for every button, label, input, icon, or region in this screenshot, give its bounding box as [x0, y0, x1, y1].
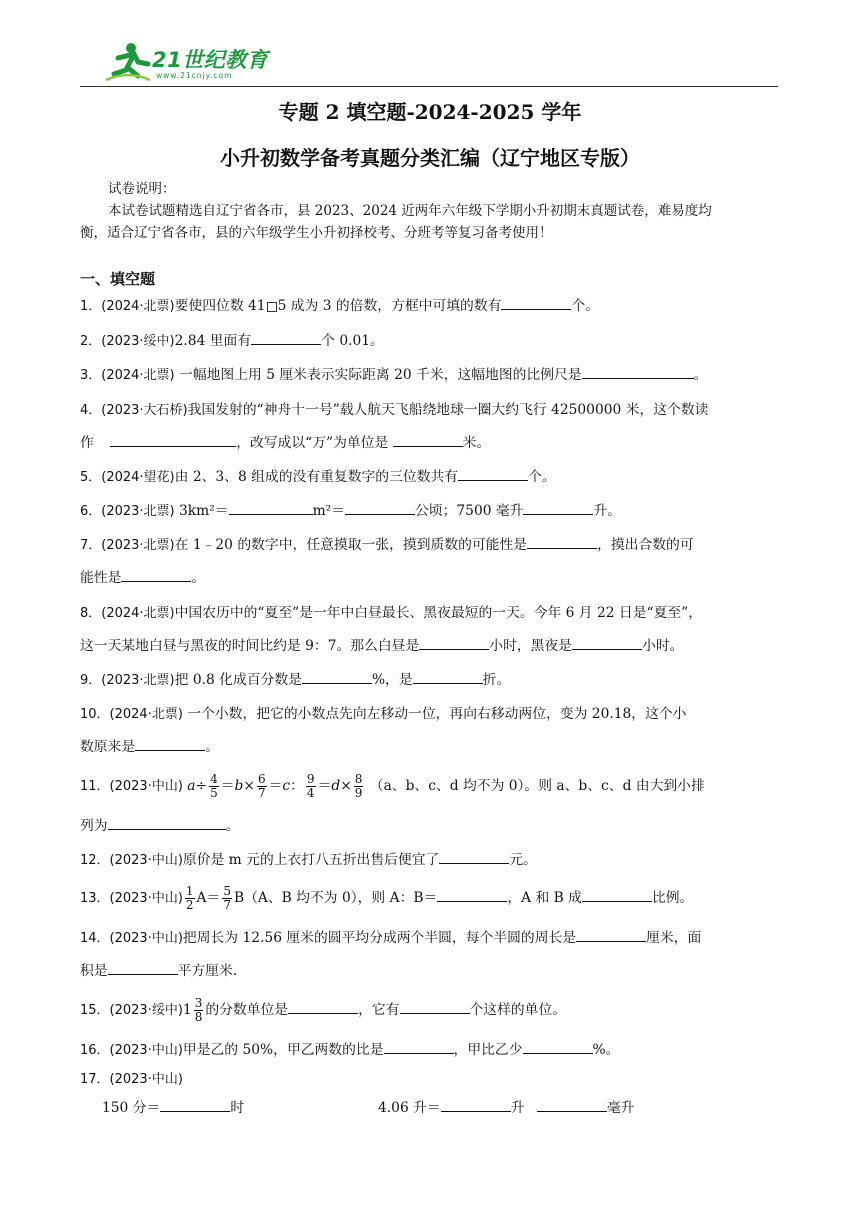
question-1 — [80, 290, 780, 323]
answer-blank[interactable] — [537, 1097, 607, 1112]
question-text: A＝ — [196, 890, 221, 906]
question-text: 这一天某地白昼与黑夜的时间比约是 9：7。那么白昼是 — [80, 638, 420, 654]
question-text: 我国发射的“神舟十一号”载人航天飞船绕地球一圈大约飞行 42500000 米，这个数读 — [187, 402, 709, 418]
question-text: 列为 — [80, 818, 108, 834]
question-text: 厘米，面 — [646, 930, 702, 946]
question-11 — [80, 770, 780, 803]
question-text: 元。 — [509, 852, 537, 868]
math-variable: d — [331, 778, 341, 794]
question-source: 3．(2024·北票) — [80, 368, 175, 383]
answer-blank[interactable] — [160, 1097, 230, 1112]
answer-blank[interactable] — [437, 887, 507, 902]
answer-blank[interactable] — [527, 534, 597, 549]
question-text: 数原来是 — [80, 739, 136, 755]
answer-blank[interactable] — [121, 567, 191, 582]
answer-blank[interactable] — [302, 669, 372, 684]
question-text: 一个小数，把它的小数点先向左移动一位，再向右移动两位，变为 20.18，这个小 — [182, 706, 687, 722]
section-heading: 一、填空题 — [80, 270, 156, 288]
answer-blank[interactable] — [400, 999, 470, 1014]
question-text: ，A 和 B 成 — [507, 890, 582, 906]
question-text: 个。 — [571, 298, 600, 314]
fraction: $\frac{5}{7}$ — [223, 884, 231, 912]
question-14-line2 — [80, 955, 780, 988]
question-text: 公顷；7500 毫升 — [415, 503, 524, 519]
question-source: 13．(2023·中山) — [80, 891, 183, 906]
question-text: 把周长为 12.56 厘米的圆平均分成两个半圆，每个半圆的周长是 — [182, 930, 577, 946]
header-rule — [80, 86, 778, 87]
question-text: 3km²＝ — [174, 503, 229, 519]
question-text: ，它有 — [358, 1002, 400, 1018]
answer-blank[interactable] — [501, 295, 571, 310]
question-text: %，是 — [371, 672, 413, 688]
question-14 — [80, 922, 780, 955]
question-12 — [80, 844, 780, 877]
question-source: 6．(2023·北票) — [80, 504, 175, 519]
answer-blank[interactable] — [523, 1039, 593, 1054]
question-text: 时 — [230, 1100, 245, 1116]
math-variable: a — [187, 778, 196, 794]
logo — [104, 40, 279, 84]
question-text: ，甲比乙少 — [453, 1042, 523, 1058]
answer-blank[interactable] — [439, 849, 509, 864]
question-text: B（A、B 均不为 0），则 A：B＝ — [233, 890, 438, 906]
question-9 — [80, 664, 780, 697]
answer-blank[interactable] — [384, 1039, 454, 1054]
question-2 — [80, 325, 780, 358]
answer-blank[interactable] — [108, 815, 226, 830]
math-operator: ： — [290, 778, 304, 794]
question-text: 5 成为 3 的倍数，方框中可填的数有 — [277, 298, 502, 314]
question-source: 10．(2024·北票) — [80, 707, 183, 722]
question-text: 甲是乙的 50%，甲乙两数的比是 — [182, 1042, 384, 1058]
question-text: 作 — [80, 435, 99, 451]
question-source: 11．(2023·中山) — [80, 779, 183, 794]
question-text: 4.06 升＝ — [378, 1100, 441, 1116]
question-17-part2 — [378, 1092, 758, 1125]
question-text: 折。 — [482, 672, 511, 688]
question-text: 在 1﹣20 的数字中，任意摸取一张，摸到质数的可能性是 — [174, 537, 528, 553]
question-text: 。 — [225, 818, 240, 834]
intro-body-line1: 本试卷试题精选自辽宁省各市，县 2023、2024 近两年六年级下学期小升初期末真题试卷，难易度均 — [108, 203, 712, 219]
answer-blank[interactable] — [582, 364, 694, 379]
question-text: 。 — [191, 570, 206, 586]
question-text: 。 — [693, 367, 708, 383]
intro-body-line2: 衡，适合辽宁省各市，县的六年级学生小升初择校考、分班考等复习备考使用！ — [80, 225, 553, 241]
question-source: 16．(2023·中山) — [80, 1043, 183, 1058]
question-source: 12．(2023·中山) — [80, 853, 183, 868]
answer-blank[interactable] — [108, 960, 178, 975]
question-text: 个这样的单位。 — [469, 1002, 567, 1018]
question-source: 5．(2024·望花) — [80, 470, 175, 485]
answer-blank[interactable] — [345, 500, 415, 515]
question-text: 小时。 — [642, 638, 684, 654]
answer-blank[interactable] — [110, 432, 236, 447]
question-text: （a、b、c、d 均不为 0）。则 a、b、c、d 由大到小排 — [369, 778, 705, 794]
fraction: $\frac{6}{7}$ — [257, 772, 266, 800]
question-text: 小时，黑夜是 — [489, 638, 573, 654]
mixed-number-whole: 1 — [182, 1002, 192, 1018]
question-source: 9．(2023·北票) — [80, 673, 175, 688]
question-source: 14．(2023·中山) — [80, 931, 183, 946]
question-4 — [80, 394, 780, 427]
question-text: 毫升 — [606, 1100, 635, 1116]
question-text: 150 分＝ — [102, 1100, 161, 1116]
square-box-icon — [267, 302, 277, 312]
question-text: 平方厘米. — [177, 963, 238, 979]
runner-logo-icon — [104, 40, 152, 84]
question-text: %。 — [592, 1042, 620, 1058]
math-operator: ＝ — [220, 778, 235, 794]
answer-blank[interactable] — [288, 999, 358, 1014]
logo-text: 21世纪教育 — [152, 48, 269, 72]
question-source: 15．(2023·绥中) — [80, 1003, 183, 1018]
question-source: 17．(2023·中山) — [80, 1072, 183, 1087]
question-text: 的分数单位是 — [205, 1002, 289, 1018]
answer-blank[interactable] — [135, 736, 205, 751]
answer-blank[interactable] — [576, 927, 646, 942]
math-operator: ＝ — [268, 778, 283, 794]
answer-blank[interactable] — [582, 887, 652, 902]
answer-blank[interactable] — [458, 466, 528, 481]
answer-blank[interactable] — [523, 500, 593, 515]
math-variable: c — [282, 778, 291, 794]
fraction: $\frac{8}{9}$ — [354, 772, 363, 800]
question-5 — [80, 461, 780, 494]
intro-heading: 试卷说明： — [108, 181, 176, 197]
question-3 — [80, 359, 780, 392]
answer-blank[interactable] — [393, 432, 463, 447]
math-operator: ÷ — [195, 778, 208, 794]
question-text: 一幅地图上用 5 厘米表示实际距离 20 千米，这幅地图的比例尺是 — [174, 367, 582, 383]
question-text: 。 — [205, 739, 219, 755]
answer-blank[interactable] — [419, 635, 489, 650]
question-text: m²＝ — [312, 503, 345, 519]
math-operator: × — [340, 778, 352, 794]
question-text: 2.84 里面有 — [174, 333, 252, 349]
page-subtitle: 小升初数学备考真题分类汇编（辽宁地区专版） — [220, 146, 640, 170]
question-text: 积是 — [80, 963, 108, 979]
question-text: 把 0.8 化成百分数是 — [174, 672, 302, 688]
question-text: 原价是 m 元的上衣打八五折出售后便宜了 — [182, 852, 440, 868]
page-title: 专题 2 填空题-2024-2025 学年 — [278, 100, 582, 124]
question-8-line2 — [80, 630, 780, 663]
question-text: 个。 — [528, 469, 556, 485]
fraction: $\frac{4}{5}$ — [210, 772, 218, 800]
answer-blank[interactable] — [413, 669, 483, 684]
logo-url: www.21cnjy.com — [156, 71, 233, 80]
question-10-line2 — [80, 731, 780, 764]
question-source: 8．(2024·北票) — [80, 606, 175, 621]
question-source: 4．(2023·大石桥) — [80, 403, 188, 418]
answer-blank[interactable] — [229, 500, 313, 515]
math-operator: ＝ — [317, 778, 332, 794]
question-text: 升。 — [593, 503, 622, 519]
question-text: ，改写成以“万”为单位是 — [236, 435, 393, 451]
question-7 — [80, 529, 780, 562]
question-text: 比例。 — [651, 890, 694, 906]
fraction: $\frac{9}{4}$ — [306, 772, 315, 800]
question-text: 米。 — [462, 435, 491, 451]
fraction: $\frac{3}{8}$ — [194, 996, 203, 1024]
question-source: 7．(2023·北票) — [80, 538, 175, 553]
answer-blank[interactable] — [572, 635, 642, 650]
question-11-line2 — [80, 810, 780, 843]
answer-blank[interactable] — [441, 1097, 511, 1112]
question-6 — [80, 495, 780, 528]
question-text: ，摸出合数的可 — [597, 537, 694, 553]
question-text: 中国农历中的“夏至”是一年中白昼最长、黑夜最短的一天。今年 6 月 22 日是“夏至”， — [174, 605, 703, 621]
math-variable: b — [234, 778, 244, 794]
question-8 — [80, 597, 780, 630]
question-13 — [80, 882, 780, 915]
question-text: 能性是 — [80, 570, 122, 586]
question-source: 2．(2023·绥中) — [80, 334, 175, 349]
question-text: 升 — [510, 1100, 529, 1116]
question-10 — [80, 698, 780, 731]
answer-blank[interactable] — [251, 330, 321, 345]
math-operator: × — [243, 778, 255, 794]
question-4-line2 — [80, 427, 780, 460]
fraction: $\frac{1}{2}$ — [185, 884, 194, 912]
question-text: 个 0.01。 — [321, 333, 384, 349]
question-7-line2 — [80, 562, 780, 595]
question-text: 由 2、3、8 组成的没有重复数字的三位数共有 — [174, 469, 459, 485]
question-source: 1．(2024·北票) — [80, 299, 175, 314]
question-text: 要使四位数 41 — [174, 298, 266, 314]
question-15 — [80, 994, 780, 1027]
